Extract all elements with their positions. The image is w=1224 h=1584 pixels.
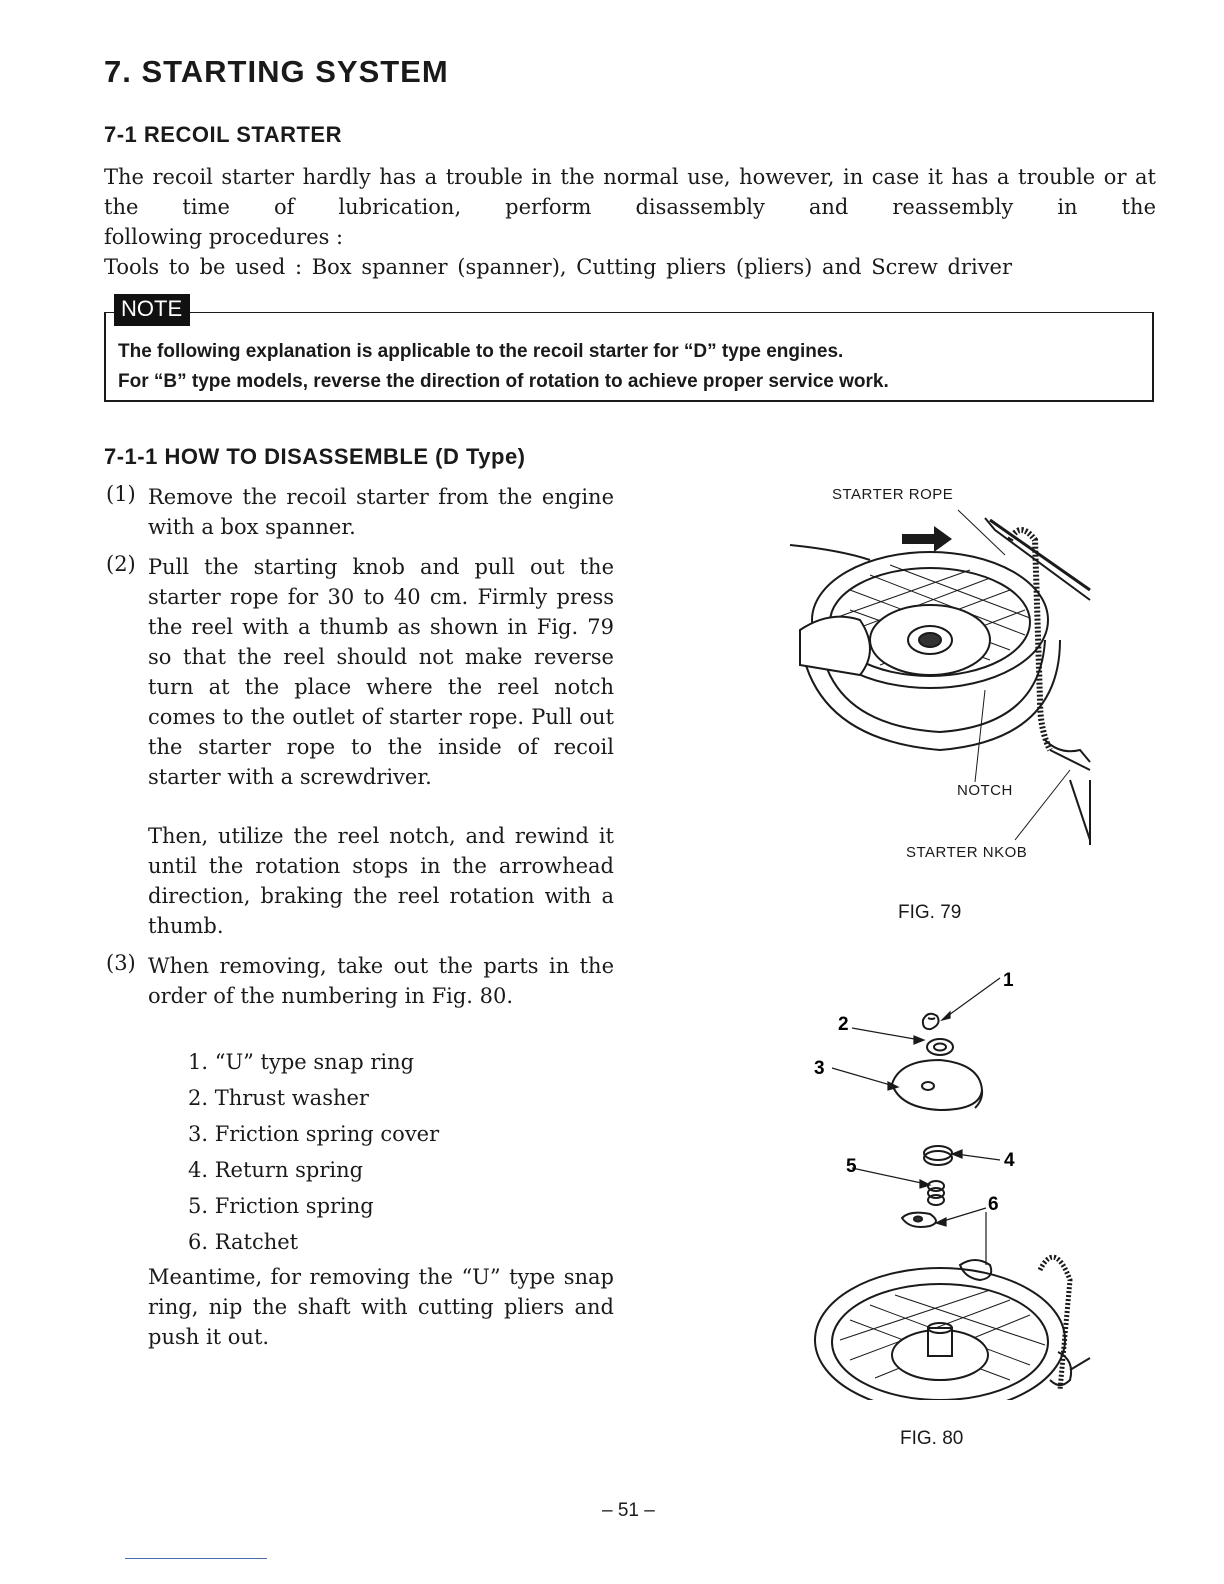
callout-2: 2: [838, 1014, 849, 1035]
meantime-note: Meantime, for removing the “U” type snap ring, nip the shaft with cutting pliers and push it out.: [148, 1265, 614, 1349]
note-line-2: For “B” type models, reverse the direction of rotation to achieve proper service work.: [118, 371, 889, 392]
section-heading: 7-1 RECOIL STARTER: [104, 122, 342, 147]
list-item: 4. Return spring: [188, 1158, 364, 1182]
label-starter-knob: STARTER NKOB: [906, 844, 1028, 861]
fig80-illustration: [800, 960, 1120, 1400]
page-number: – 51 –: [602, 1500, 655, 1521]
divider: [125, 1558, 267, 1559]
note-line-1: The following explanation is applicable to the recoil starter for “D” type engines.: [118, 341, 844, 362]
callout-6: 6: [988, 1194, 999, 1215]
list-item: 5. Friction spring: [188, 1194, 374, 1218]
tools-line: Tools to be used : Box spanner (spanner), Cutting pliers (pliers) and Screw driver: [104, 255, 1013, 279]
list-item: 6. Ratchet: [188, 1230, 299, 1254]
figure-caption: FIG. 80: [900, 1428, 964, 1449]
step-text: Remove the recoil starter from the engine with a box spanner.: [148, 485, 614, 539]
subsection-heading: 7-1-1 HOW TO DISASSEMBLE (D Type): [104, 444, 526, 469]
list-item: 3. Friction spring cover: [188, 1122, 440, 1146]
parts-list: [188, 1044, 439, 1260]
list-item: 2. Thrust washer: [188, 1086, 369, 1110]
label-notch: NOTCH: [957, 782, 1013, 799]
callout-4: 4: [1004, 1150, 1015, 1171]
figure-caption: FIG. 79: [898, 902, 962, 923]
callout-5: 5: [846, 1156, 857, 1177]
page-title: 7. STARTING SYSTEM: [104, 54, 449, 89]
callout-1: 1: [1003, 970, 1014, 991]
step-number: (3): [106, 951, 136, 975]
step-text: Pull the starting knob and pull out the starter rope for 30 to 40 cm. Firmly press the reel with a thumb as shown in Fig. 79 so that the reel should not make reverse turn at the place where the reel notch comes to the outlet of starter rope. Pull out the starter rope to the inside of recoil starter with a screwdriver.: [148, 555, 614, 789]
label-starter-rope: STARTER ROPE: [832, 486, 954, 503]
step-number: (1): [106, 482, 136, 506]
step-number: (2): [106, 552, 136, 576]
note-tag: NOTE: [114, 294, 190, 326]
arrow-icon: [902, 526, 952, 552]
intro-paragraph: The recoil starter hardly has a trouble in the normal use, however, in case it has a trouble or at the time of lubrication, perform disassembly and reassembly in the: [104, 165, 1156, 219]
intro-paragraph-end: following procedures :: [104, 225, 344, 249]
step-text-continued: Then, utilize the reel notch, and rewind it until the rotation stops in the arrowhead direction, braking the reel rotation with a thumb.: [148, 824, 614, 938]
callout-3: 3: [814, 1058, 825, 1079]
fig79-illustration: [790, 500, 1110, 870]
list-item: 1. “U” type snap ring: [188, 1050, 415, 1074]
step-text: When removing, take out the parts in the order of the numbering in Fig. 80.: [148, 954, 614, 1008]
